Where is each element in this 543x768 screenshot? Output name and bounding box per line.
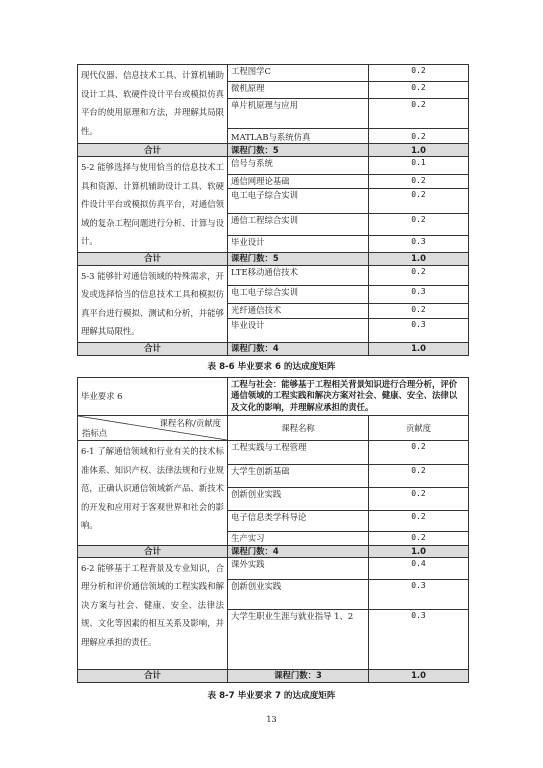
course-weight: 0.2	[369, 441, 469, 465]
total-weight: 1.0	[369, 144, 469, 157]
total-row	[78, 669, 469, 682]
course-weight: 0.2	[369, 214, 469, 235]
table-caption: 表 8-6 毕业要求 6 的达成度矩阵	[207, 362, 336, 372]
course-weight: 0.2	[369, 488, 469, 511]
total-row	[78, 252, 469, 265]
course-name: 通信工程综合实训	[228, 214, 369, 235]
table-row	[78, 65, 469, 82]
diagonal-header	[78, 416, 228, 441]
total-weight: 1.0	[369, 545, 469, 557]
course-name: 微机原理	[228, 82, 369, 99]
course-name: 电工电子综合实训	[228, 189, 369, 214]
achievement-matrix-req5	[77, 64, 469, 356]
course-weight: 0.2	[369, 265, 469, 285]
total-course-count: 课程门数：4	[228, 342, 369, 355]
column-header-row	[78, 416, 469, 441]
course-weight: 0.3	[369, 579, 469, 609]
course-weight: 0.2	[369, 82, 469, 99]
requirement-theme: 工程与社会：能够基于工程相关背景知识进行合理分析，评价通信领域的工程实践和解决方案对社会、健康、安全、法律以及文化的影响，并理解应承担的责任。	[228, 378, 469, 416]
achievement-matrix-req6	[77, 377, 469, 683]
total-course-count: 课程门数：4	[228, 545, 369, 557]
table-row	[78, 557, 469, 579]
course-name: 工程图学C	[228, 65, 369, 82]
total-label: 合计	[78, 342, 228, 355]
total-row	[78, 144, 469, 157]
course-weight: 0.3	[369, 235, 469, 252]
total-course-count: 课程门数：5	[228, 252, 369, 265]
course-name: 课外实践	[228, 557, 369, 579]
diagonal-header-bottom: 指标点	[82, 427, 108, 438]
total-row	[78, 342, 469, 355]
course-name: 创新创业实践	[228, 579, 369, 609]
course-name: 大学生职业生涯与就业指导 1、2	[228, 609, 369, 669]
course-name: MATLAB与系统仿真	[228, 129, 369, 144]
column-header-weight: 贡献度	[369, 416, 469, 441]
requirement-cell: 6-2 能够基于工程背景及专业知识，合理分析和评价通信领域的工程实践和解决方案与社会、健康、安全、法律法规、文化等因素的相互关系及影响，并理解应承担的责任。	[78, 557, 228, 669]
course-weight: 0.2	[369, 465, 469, 488]
requirement-cell: 现代仪器、信息技术工具、计算机辅助设计工具、软硬件设计平台或模拟仿真平台的使用原理和方法，并理解其局限性。	[78, 65, 228, 144]
requirement-cell: 5-3 能够针对通信领域的特殊需求，开发或选择恰当的信息技术工具和模拟仿真平台进行模拟、测试和分析，并能够理解其局限性。	[78, 265, 228, 342]
course-weight: 0.1	[369, 157, 469, 175]
table-row	[78, 441, 469, 465]
requirement-cell: 5-2 能够选择与使用恰当的信息技术工具和资源、计算机辅助设计工具、软硬件设计平台或模拟仿真平台，对通信领域的复杂工程问题进行分析、计算与设计。	[78, 157, 228, 253]
course-weight: 0.2	[369, 174, 469, 188]
diagonal-header-top: 课程名称/贡献度	[159, 418, 221, 428]
course-name: 电子信息类学科导论	[228, 511, 369, 532]
total-label: 合计	[78, 545, 228, 557]
column-header-course: 课程名称	[228, 416, 369, 441]
table-row	[78, 265, 469, 285]
course-weight: 0.3	[369, 285, 469, 303]
total-row	[78, 545, 469, 557]
total-label: 合计	[78, 669, 228, 682]
course-weight: 0.2	[369, 304, 469, 319]
course-weight: 0.2	[369, 189, 469, 214]
requirement-label: 毕业要求 6	[78, 378, 228, 416]
course-weight: 0.4	[369, 557, 469, 579]
total-course-count: 课程门数：5	[228, 144, 369, 157]
course-weight: 0.3	[369, 318, 469, 342]
course-name: 工程实践与工程管理	[228, 441, 369, 465]
total-label: 合计	[78, 144, 228, 157]
total-label: 合计	[78, 252, 228, 265]
table-caption: 表 8-7 毕业要求 7 的达成度矩阵	[207, 691, 336, 701]
requirement-header-row	[78, 378, 469, 416]
course-name: 单片机原理与应用	[228, 99, 369, 129]
course-name: 毕业设计	[228, 318, 369, 342]
course-name: LTE移动通信技术	[228, 265, 369, 285]
course-weight: 0.2	[369, 511, 469, 532]
course-name: 电工电子综合实训	[228, 285, 369, 303]
course-weight: 0.3	[369, 609, 469, 669]
course-name: 通信网理论基础	[228, 174, 369, 188]
table-row	[78, 157, 469, 175]
total-course-count: 课程门数：3	[228, 669, 369, 682]
total-weight: 1.0	[369, 342, 469, 355]
course-name: 大学生创新基础	[228, 465, 369, 488]
total-weight: 1.0	[369, 669, 469, 682]
course-name: 创新创业实践	[228, 488, 369, 511]
course-weight: 0.2	[369, 99, 469, 129]
course-name: 光纤通信技术	[228, 304, 369, 319]
course-name: 信号与系统	[228, 157, 369, 175]
page-number: 13	[266, 715, 277, 724]
total-weight: 1.0	[369, 252, 469, 265]
course-name: 生产实习	[228, 532, 369, 546]
course-name: 毕业设计	[228, 235, 369, 252]
requirement-cell: 6-1 了解通信领域和行业有关的技术标准体系、知识产权、法律法规和行业规范，正确认识通信领域新产品、新技术的开发和应用对于客观世界和社会的影响。	[78, 441, 228, 546]
course-weight: 0.2	[369, 129, 469, 144]
course-weight: 0.2	[369, 532, 469, 546]
course-weight: 0.2	[369, 65, 469, 82]
